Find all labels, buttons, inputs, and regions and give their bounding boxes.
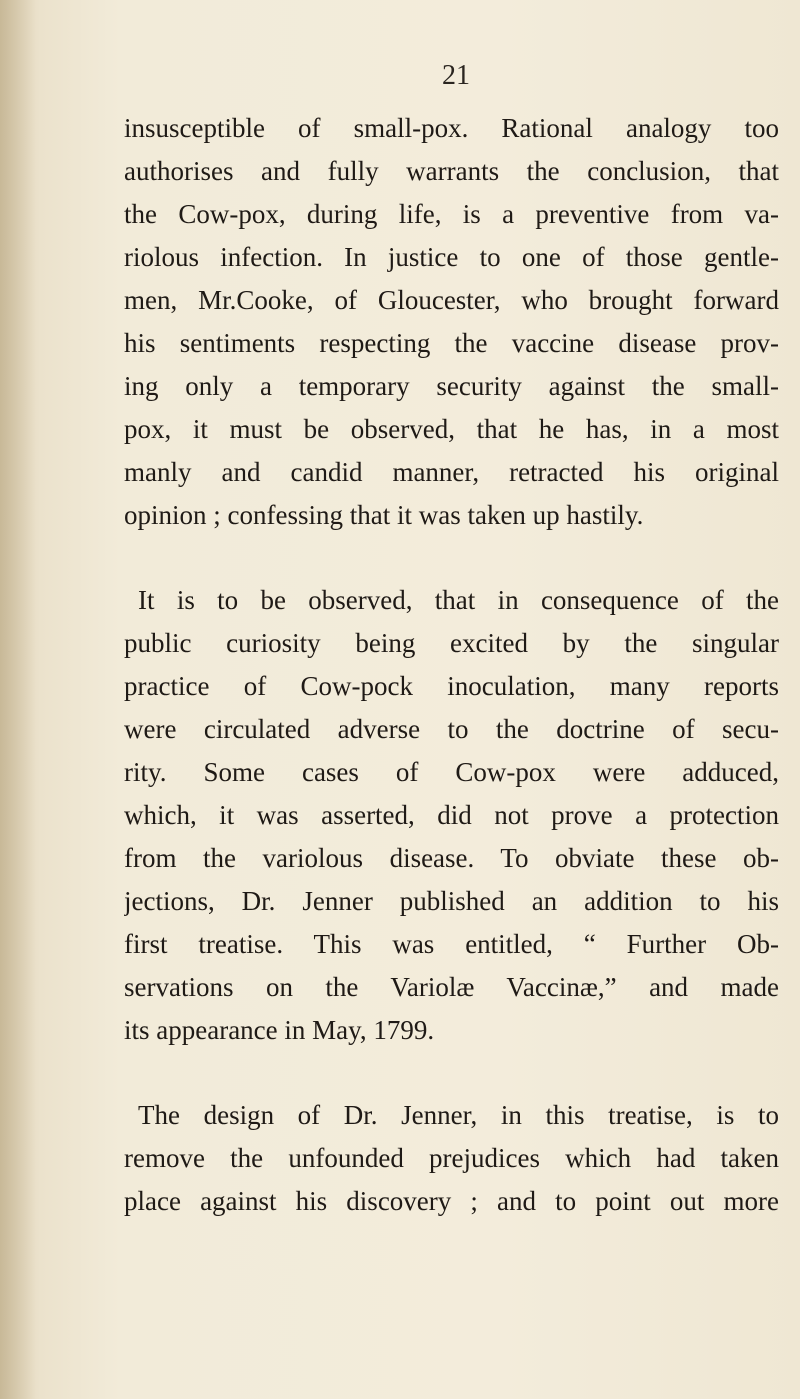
- text-line: insusceptible of small-pox. Rational analogy too: [124, 113, 779, 143]
- body-text: [124, 107, 779, 1223]
- text-line: from the variolous disease. To obviate these ob-: [124, 843, 779, 873]
- text-line: jections, Dr. Jenner published an addition to his: [124, 886, 779, 916]
- paragraph-1: [124, 107, 779, 537]
- text-line: riolous infection. In justice to one of those gentle-: [124, 242, 779, 272]
- text-line: servations on the Variolæ Vaccinæ,” and made: [124, 972, 779, 1002]
- paragraph-2: [124, 579, 779, 1052]
- page-number: 21: [442, 60, 470, 91]
- paragraph-spacer: [124, 537, 779, 579]
- text-line: public curiosity being excited by the singular: [124, 628, 779, 658]
- text-line: its appearance in May, 1799.: [124, 1015, 435, 1045]
- text-line: which, it was asserted, did not prove a protection: [124, 800, 779, 830]
- text-line: his sentiments respecting the vaccine disease prov-: [124, 328, 779, 358]
- paragraph-3: [124, 1094, 779, 1223]
- text-line: opinion ; confessing that it was taken up hastily.: [124, 500, 644, 530]
- text-line: The design of Dr. Jenner, in this treatise, is to: [138, 1100, 779, 1130]
- text-line: manly and candid manner, retracted his original: [124, 457, 779, 487]
- text-line: men, Mr.Cooke, of Gloucester, who brought forward: [124, 285, 779, 315]
- text-line: pox, it must be observed, that he has, in a most: [124, 414, 779, 444]
- text-line: It is to be observed, that in consequence of the: [138, 585, 779, 615]
- text-line: rity. Some cases of Cow-pox were adduced,: [124, 757, 779, 787]
- paragraph-spacer: [124, 1052, 779, 1094]
- text-line: authorises and fully warrants the conclusion, that: [124, 156, 779, 186]
- text-line: remove the unfounded prejudices which had taken: [124, 1143, 779, 1173]
- text-line: were circulated adverse to the doctrine of secu-: [124, 714, 779, 744]
- text-line: first treatise. This was entitled, “ Further Ob-: [124, 929, 779, 959]
- text-line: the Cow-pox, during life, is a preventive from va-: [124, 199, 779, 229]
- text-line: place against his discovery ; and to point out more: [124, 1186, 779, 1216]
- text-line: ing only a temporary security against the small-: [124, 371, 779, 401]
- text-line: practice of Cow-pock inoculation, many reports: [124, 671, 779, 701]
